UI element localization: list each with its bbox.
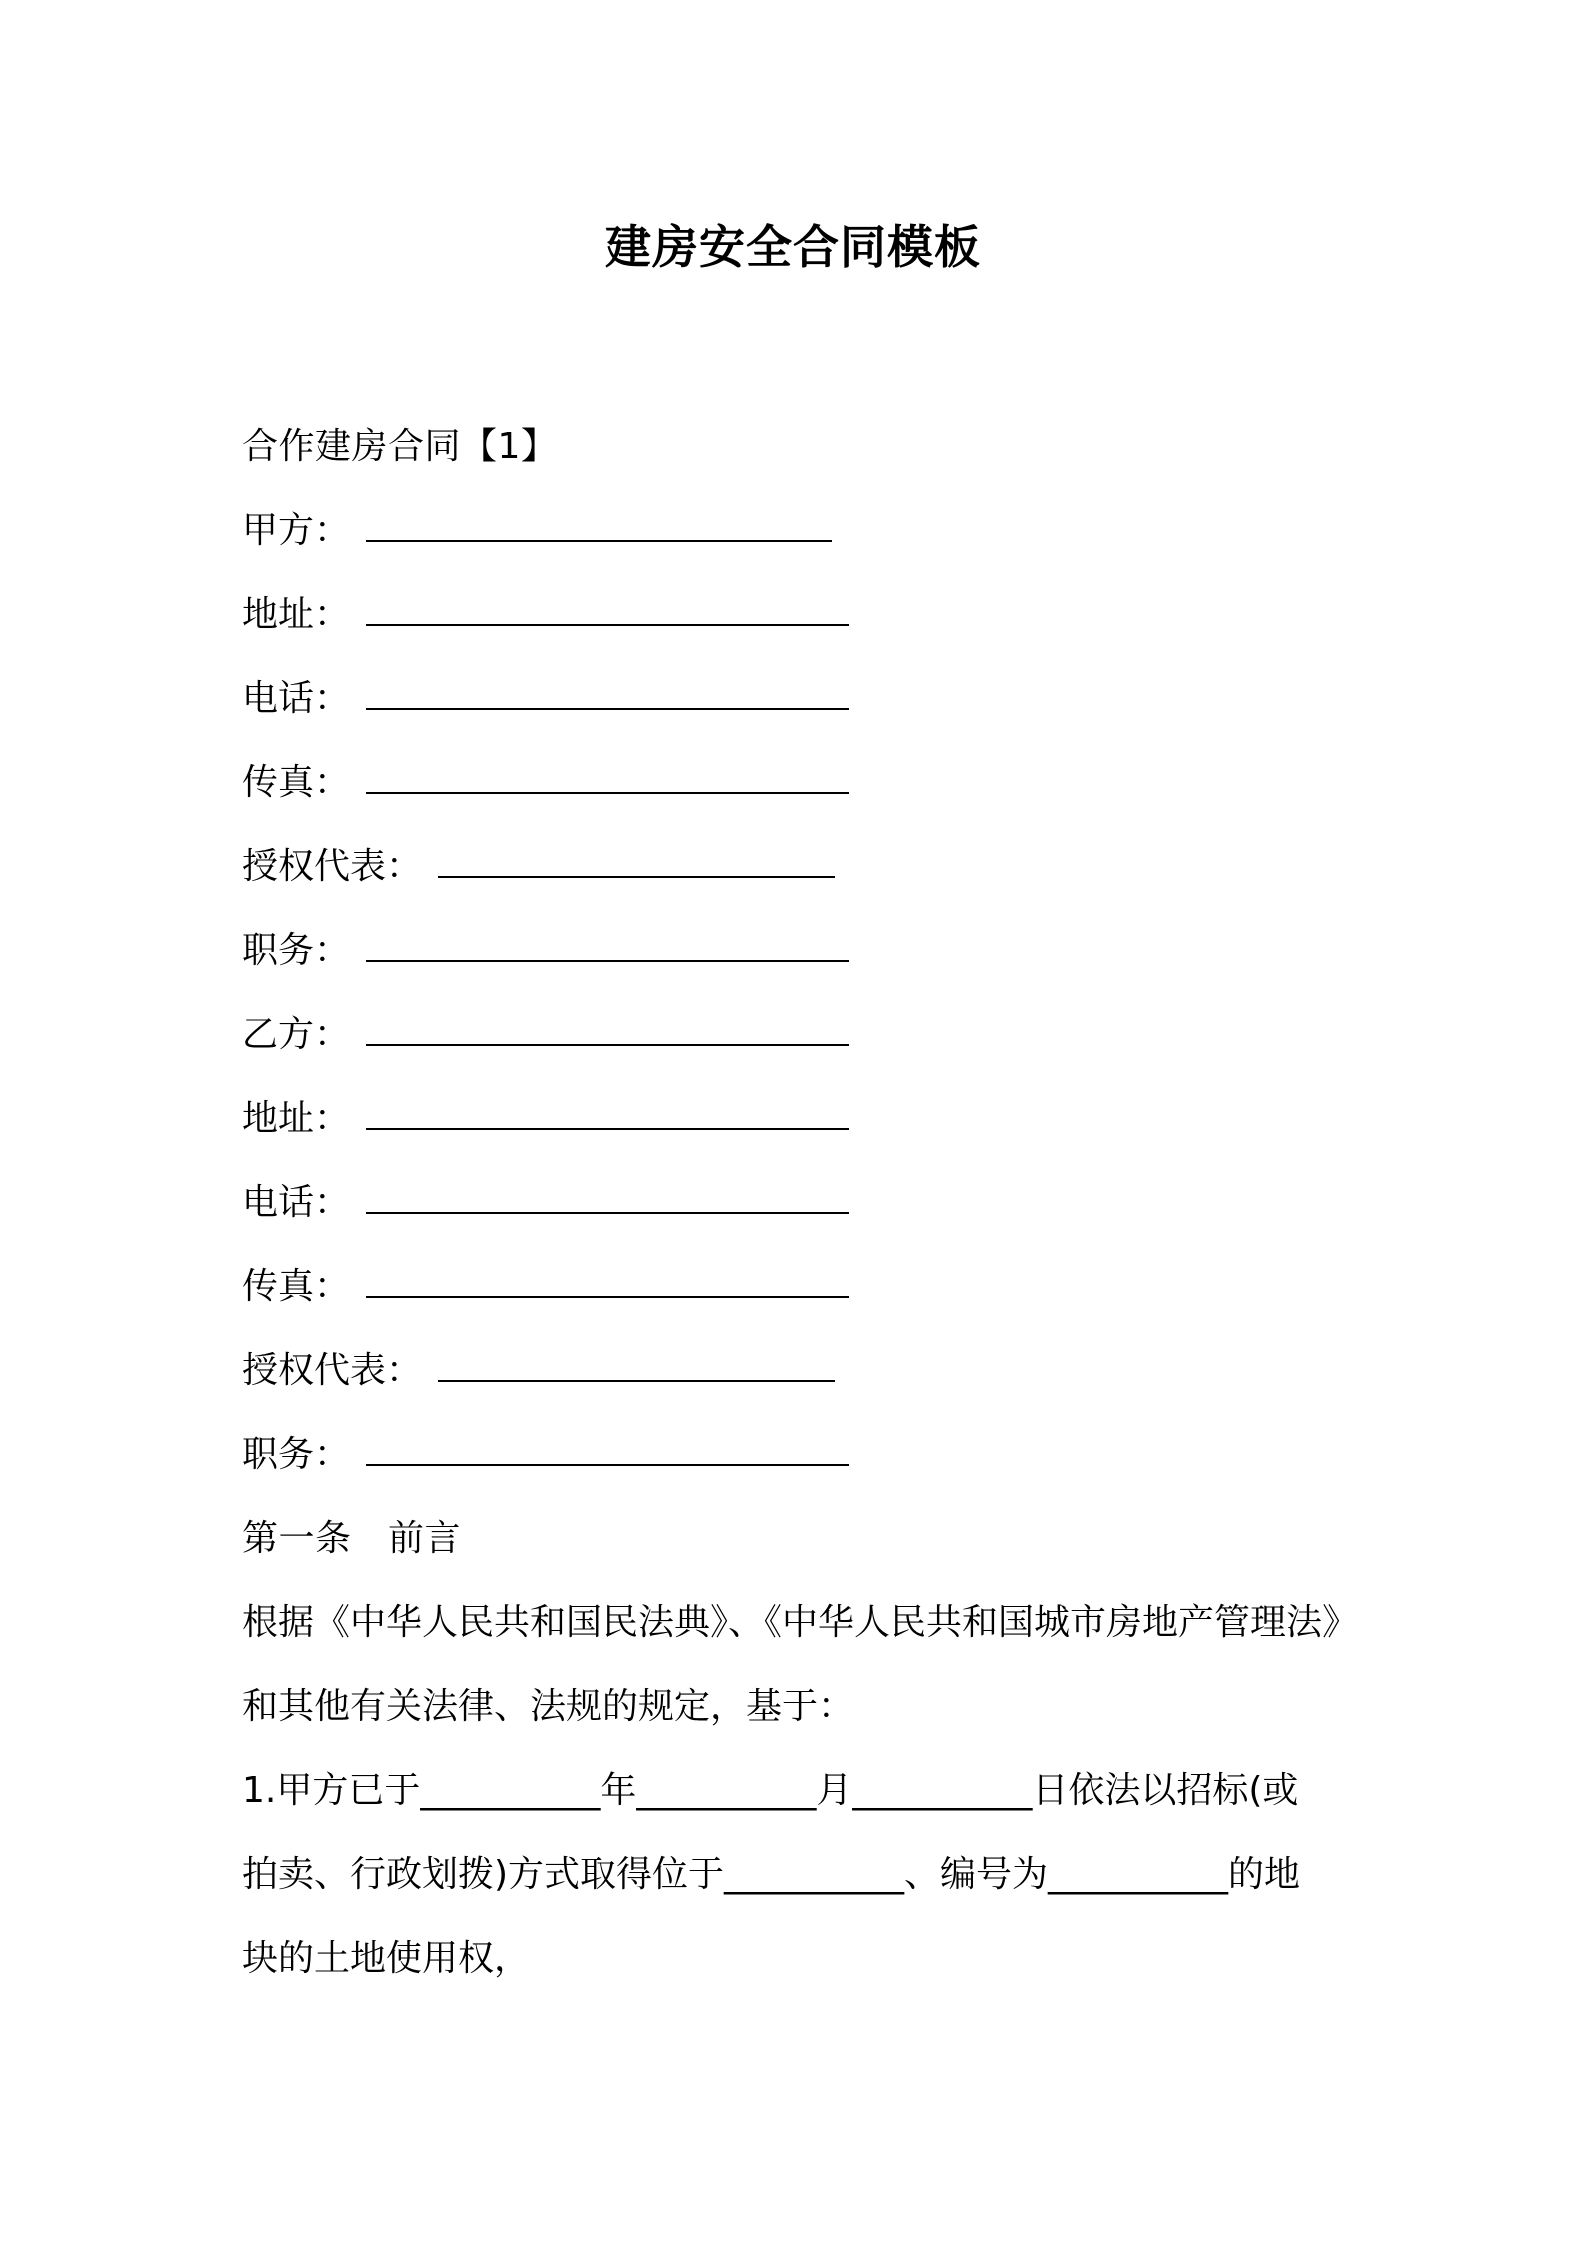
paragraph-line: 块的土地使用权， <box>242 1938 531 1979</box>
fill-in-blank <box>366 500 832 542</box>
form-field-row <box>242 657 1362 741</box>
fill-in-blank <box>366 1256 849 1298</box>
field-label: 授权代表： <box>242 846 423 887</box>
field-label: 地址： <box>242 594 351 635</box>
field-label: 地址： <box>242 1098 351 1139</box>
field-label: 传真： <box>242 1266 351 1307</box>
form-field-row <box>242 993 1362 1077</box>
fill-in-blank <box>438 1340 835 1382</box>
fill-in-blank <box>366 1004 849 1046</box>
field-label: 乙方： <box>242 1014 351 1055</box>
form-field-row <box>242 1161 1362 1245</box>
fill-in-blank <box>438 836 835 878</box>
paragraph-line: 和其他有关法律、法规的规定，基于： <box>242 1686 855 1727</box>
form-field-row <box>242 909 1362 993</box>
form-field-row <box>242 1329 1362 1413</box>
field-label: 甲方： <box>242 510 351 551</box>
fill-in-blank <box>366 668 849 710</box>
form-field-row <box>242 573 1362 657</box>
field-label: 职务： <box>242 1434 351 1475</box>
field-label: 电话： <box>242 678 351 719</box>
field-label: 授权代表： <box>242 1350 423 1391</box>
fill-in-blank <box>366 920 849 962</box>
article-heading: 第一条 前言 <box>242 1518 462 1559</box>
form-field-row <box>242 741 1362 825</box>
fill-in-blank <box>366 752 849 794</box>
form-field-row <box>242 489 1362 573</box>
document-body <box>242 405 1362 2001</box>
contract-subtitle: 合作建房合同【1】 <box>242 426 558 467</box>
form-field-row <box>242 1413 1362 1497</box>
field-label: 传真： <box>242 762 351 803</box>
field-label: 电话： <box>242 1182 351 1223</box>
field-label: 职务： <box>242 930 351 971</box>
fill-in-blank <box>366 1172 849 1214</box>
fill-in-blank <box>366 1424 849 1466</box>
fill-in-blank <box>366 584 849 626</box>
fill-in-blank <box>366 1088 849 1130</box>
form-field-row <box>242 825 1362 909</box>
paragraph-line: 拍卖、行政划拨)方式取得位于__________、编号为__________的地 <box>242 1854 1301 1895</box>
form-field-row <box>242 1077 1362 1161</box>
document-title: 建房安全合同模板 <box>605 220 981 274</box>
paragraph-line: 1.甲方已于__________年__________月__________日依法以招标(或 <box>242 1770 1299 1811</box>
paragraph-line: 根据《中华人民共和国民法典》、《中华人民共和国城市房地产管理法》 <box>242 1602 1359 1643</box>
party-fields <box>242 489 1362 1497</box>
form-field-row <box>242 1245 1362 1329</box>
preamble-paragraph <box>242 1581 1362 2001</box>
